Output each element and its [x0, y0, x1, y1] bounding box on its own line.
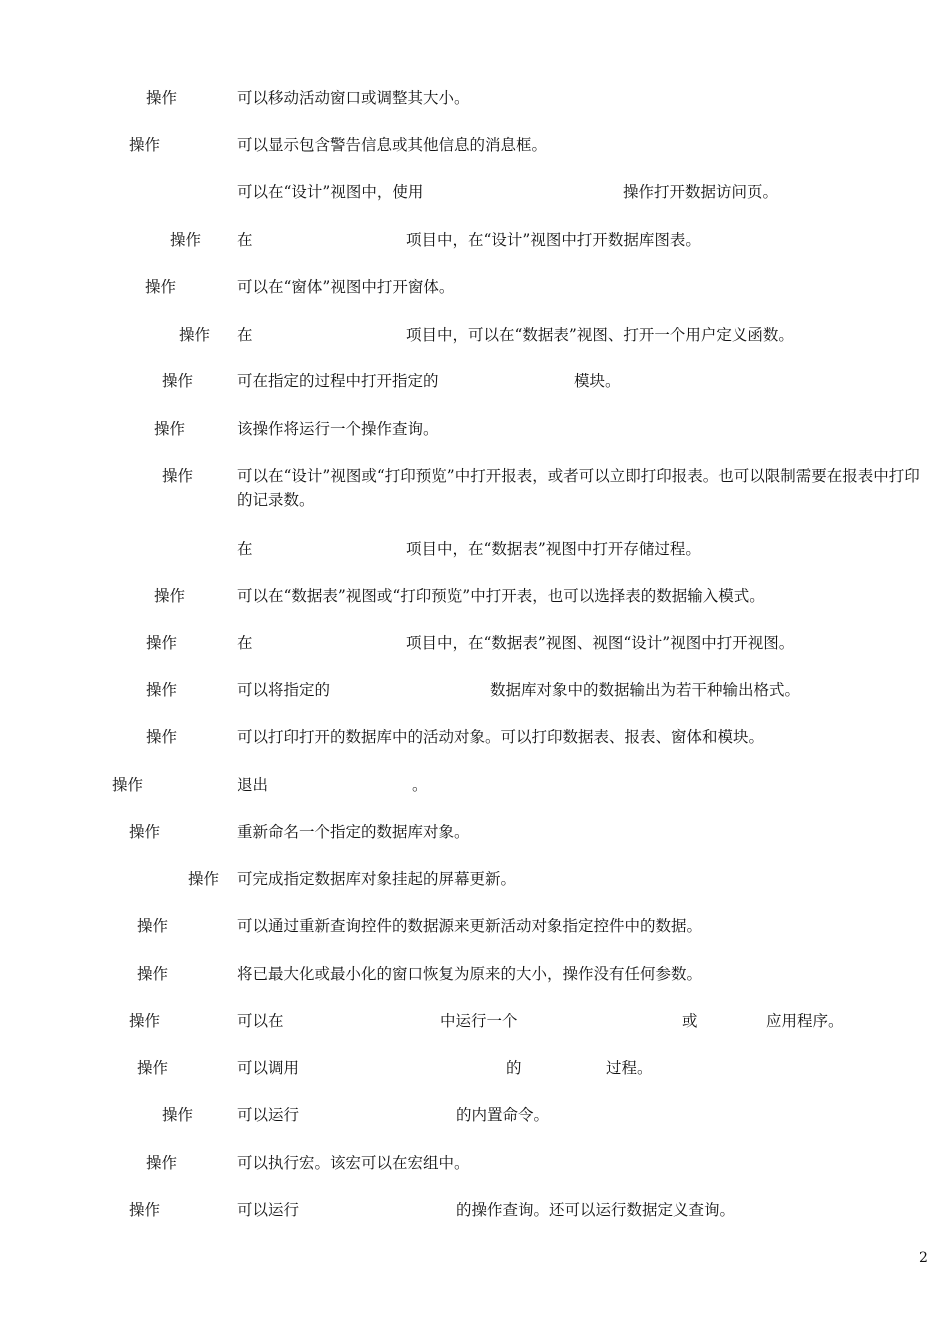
entry-description: 可以在“数据表”视图或“打印预览”中打开表，也可以选择表的数据输入模式。: [237, 587, 765, 605]
entry-description-part: 的: [506, 1059, 522, 1077]
entry-label: 操作: [146, 634, 178, 652]
entry-label: 操作: [154, 587, 186, 605]
entry-description: 可以打印打开的数据库中的活动对象。可以打印数据表、报表、窗体和模块。: [237, 728, 765, 746]
entry-description-part: 可以在: [237, 1012, 284, 1030]
entry-label: 操作: [154, 420, 186, 438]
entry-description-part: 过程。: [606, 1059, 653, 1077]
entry-label: 操作: [146, 89, 178, 107]
entry-description: 可以通过重新查询控件的数据源来更新活动对象指定控件中的数据。: [237, 917, 703, 935]
entry-description-part: 项目中，在“数据表”视图、视图“设计”视图中打开视图。: [406, 634, 795, 652]
entry-label: 操作: [146, 1154, 178, 1172]
entry-label: 操作: [137, 917, 169, 935]
entry-description-part: 项目中，在“设计”视图中打开数据库图表。: [406, 231, 701, 249]
entry-description-part: 或: [682, 1012, 698, 1030]
entry-description: 可以在“窗体”视图中打开窗体。: [237, 278, 455, 296]
entry-description: 可以执行宏。该宏可以在宏组中。: [237, 1154, 470, 1172]
entry-description-part: 可在指定的过程中打开指定的: [237, 372, 439, 390]
entry-description-part: 在: [237, 540, 253, 558]
entry-label: 操作: [146, 728, 178, 746]
entry-label: 操作: [129, 823, 161, 841]
entry-description-part: 项目中，可以在“数据表”视图、打开一个用户定义函数。: [406, 326, 794, 344]
entry-label: 操作: [137, 965, 169, 983]
entry-description-part: 在: [237, 326, 253, 344]
entry-description: 可以在“设计”视图或“打印预览”中打开报表，或者可以立即打印报表。也可以限制需要在报表中打印的记录数。: [237, 467, 920, 509]
entry-label: 操作: [162, 467, 194, 485]
entry-description-part: 可以在“设计”视图中，使用: [237, 183, 424, 201]
entry-description-part: 的内置命令。: [456, 1106, 550, 1124]
entry-description: 重新命名一个指定的数据库对象。: [237, 823, 470, 841]
entry-description-part: 退出: [237, 776, 269, 794]
entry-description-part: 在: [237, 231, 253, 249]
entry-description-part: 在: [237, 634, 253, 652]
entry-label: 操作: [112, 776, 144, 794]
entry-description-part: 。: [412, 776, 428, 794]
entry-label: 操作: [137, 1059, 169, 1077]
entry-label: 操作: [129, 1201, 161, 1219]
page-number: 2: [919, 1250, 928, 1266]
entry-description: 可以显示包含警告信息或其他信息的消息框。: [237, 136, 548, 154]
entry-description-part: 可以调用: [237, 1059, 300, 1077]
entry-description-part: 模块。: [574, 372, 621, 390]
entry-description-part: 可以运行: [237, 1201, 300, 1219]
entry-label: 操作: [145, 278, 177, 296]
entry-label: 操作: [179, 326, 211, 344]
entry-description-part: 的操作查询。还可以运行数据定义查询。: [456, 1201, 736, 1219]
entry-description: 可以移动活动窗口或调整其大小。: [237, 89, 470, 107]
entry-description-part: 操作打开数据访问页。: [623, 183, 779, 201]
entry-description-part: 应用程序。: [766, 1012, 844, 1030]
entry-label: 操作: [146, 681, 178, 699]
entry-label: 操作: [129, 136, 161, 154]
entry-description: 将已最大化或最小化的窗口恢复为原来的大小，操作没有任何参数。: [237, 965, 703, 983]
entry-description-part: 项目中，在“数据表”视图中打开存储过程。: [406, 540, 701, 558]
entry-description-part: 可以运行: [237, 1106, 300, 1124]
entry-description: 该操作将运行一个操作查询。: [237, 420, 439, 438]
entry-description: 可完成指定数据库对象挂起的屏幕更新。: [237, 870, 517, 888]
entry-label: 操作: [162, 1106, 194, 1124]
entry-description-part: 中运行一个: [440, 1012, 518, 1030]
entry-label: 操作: [188, 870, 220, 888]
entry-label: 操作: [162, 372, 194, 390]
entry-description-part: 数据库对象中的数据输出为若干种输出格式。: [490, 681, 801, 699]
entry-label: 操作: [129, 1012, 161, 1030]
entry-label: 操作: [170, 231, 202, 249]
entry-description-part: 可以将指定的: [237, 681, 331, 699]
